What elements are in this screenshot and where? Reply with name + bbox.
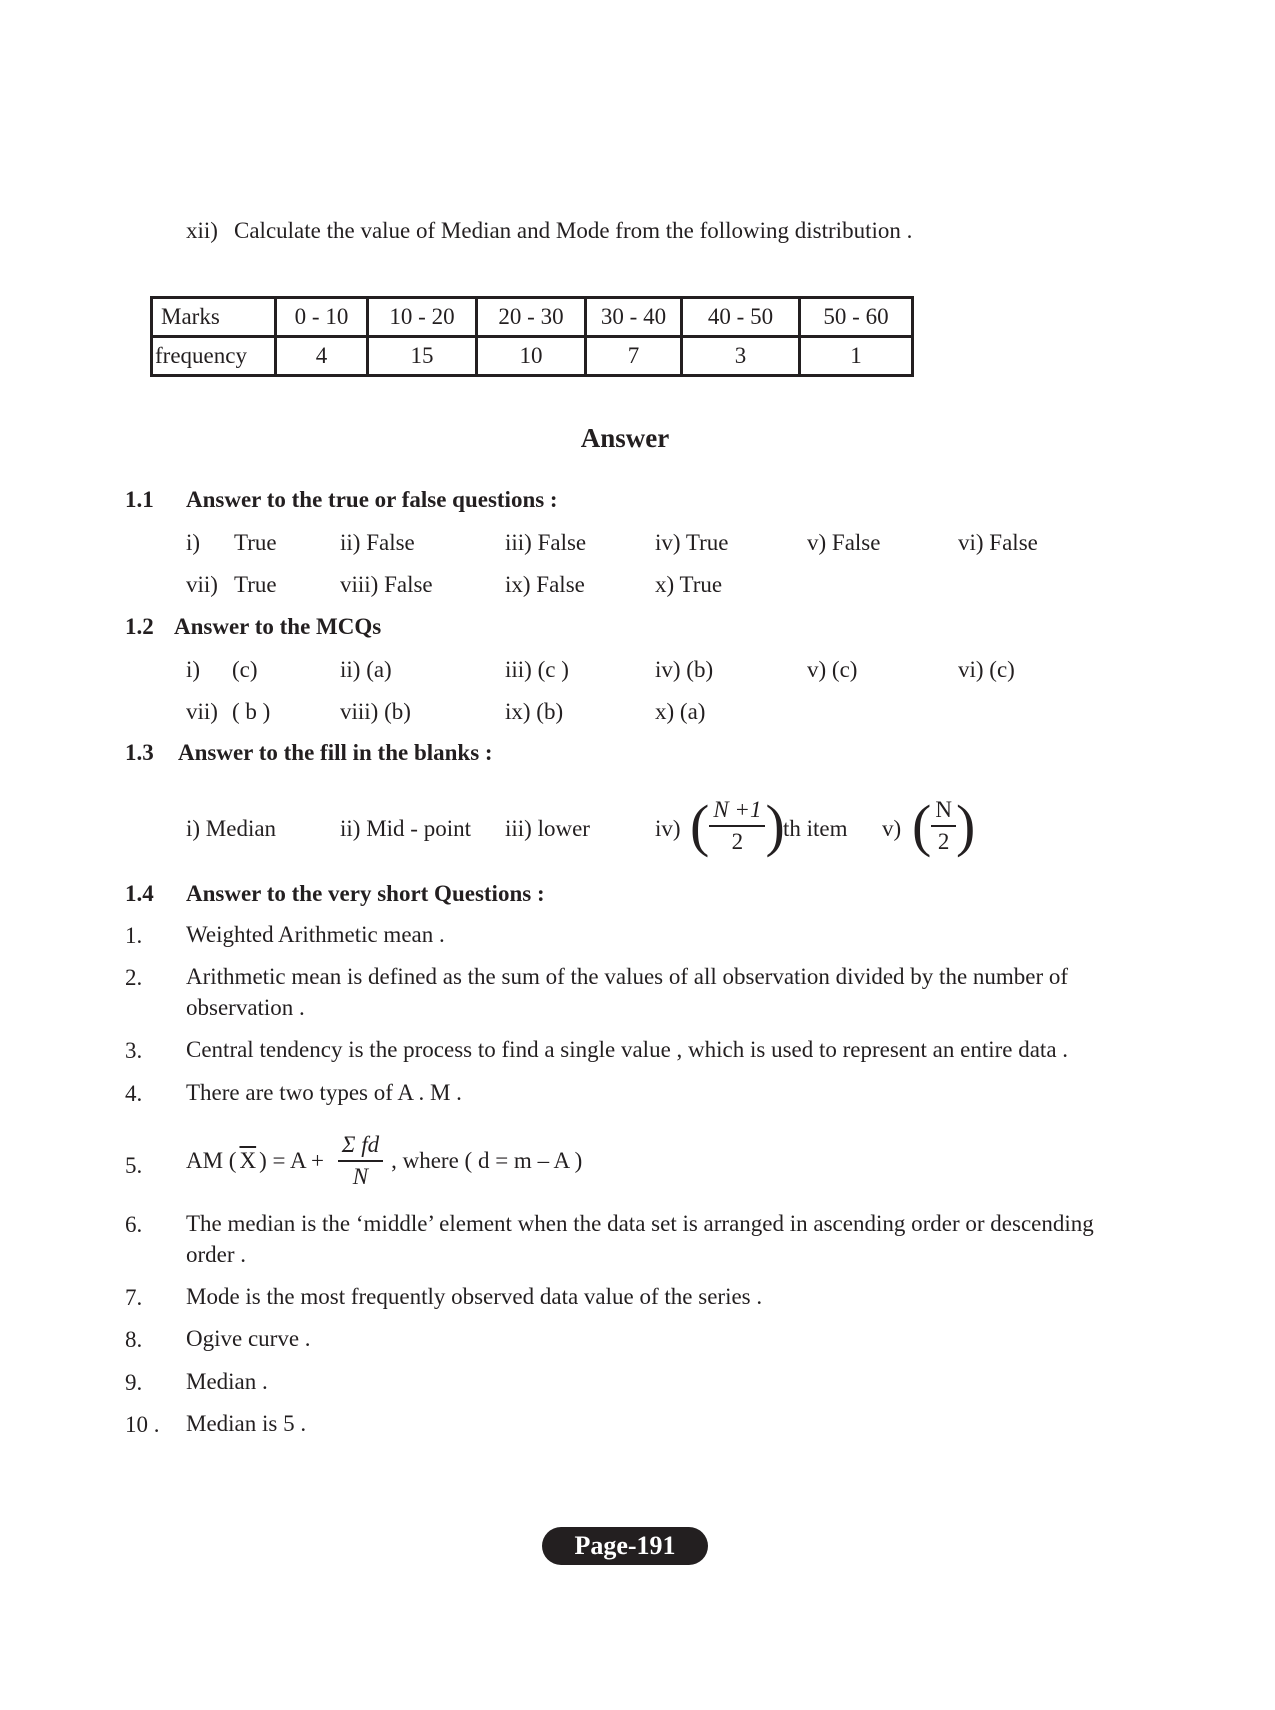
section-1-1-title: Answer to the true or false questions :: [186, 487, 558, 512]
fraction: [931, 795, 956, 857]
table-cell: 7: [586, 337, 682, 376]
formula-mid: ) = A +: [259, 1148, 325, 1173]
blank-answer-iv-label: iv): [655, 816, 681, 841]
table-cell: 10: [477, 337, 586, 376]
list-item: Mode is the most frequently observed data value of the series .: [186, 1284, 763, 1309]
formula-prefix: AM (: [186, 1148, 237, 1173]
blank-answer-i: i) Median: [186, 816, 277, 841]
tf-answer: viii) False: [340, 572, 433, 597]
blank-answer-iii: iii) lower: [505, 816, 590, 841]
blank-answer-v-formula: [912, 795, 975, 857]
tf-answer: True: [234, 572, 277, 597]
table-cell: 40 - 50: [682, 298, 800, 337]
fraction: [709, 795, 765, 857]
question-number: xii): [186, 218, 218, 243]
fraction-denominator: 2: [937, 829, 950, 854]
mcq-answer: ( b ): [232, 699, 271, 724]
section-1-3-title: Answer to the fill in the blanks :: [178, 740, 493, 765]
mcq-answer: x) (a): [655, 699, 706, 724]
table-cell: 50 - 60: [800, 298, 913, 337]
list-item-number: 2.: [125, 965, 143, 990]
fraction-denominator: N: [352, 1164, 369, 1189]
list-item: There are two types of A . M .: [186, 1080, 462, 1105]
fraction-numerator: N: [931, 795, 956, 827]
fraction-denominator: 2: [731, 829, 744, 854]
tf-answer: iv) True: [655, 530, 729, 555]
table-cell: 30 - 40: [586, 298, 682, 337]
page-number-badge: Page-191: [542, 1527, 708, 1565]
tf-answer: x) True: [655, 572, 723, 597]
list-item: The median is the ‘middle’ element when the data set is arranged in ascending order or descending order .: [186, 1211, 1094, 1267]
list-item: Ogive curve .: [186, 1326, 311, 1351]
mcq-answer: vi) (c): [958, 657, 1015, 682]
list-item-number: 3.: [125, 1038, 143, 1063]
list-item-number: 9.: [125, 1370, 143, 1395]
question-text: Calculate the value of Median and Mode from the following distribution .: [234, 218, 913, 243]
tf-answer: True: [234, 530, 277, 555]
table-cell: 4: [276, 337, 368, 376]
mcq-answer: viii) (b): [340, 699, 411, 724]
mcq-answer: ix) (b): [505, 699, 564, 724]
tf-answer: ix) False: [505, 572, 585, 597]
mcq-answer: iv) (b): [655, 657, 714, 682]
mcq-answer: (c): [232, 657, 258, 682]
list-item: Weighted Arithmetic mean .: [186, 922, 445, 947]
mcq-answer: iii) (c ): [505, 657, 569, 682]
tf-answer: v) False: [807, 530, 881, 555]
list-item: Median is 5 .: [186, 1411, 307, 1436]
mcq-answer: v) (c): [807, 657, 858, 682]
left-paren: (: [690, 793, 710, 858]
blank-answer-iv-formula: [690, 795, 785, 857]
section-1-4-title: Answer to the very short Questions :: [186, 881, 545, 906]
section-1-4-number: 1.4: [125, 881, 154, 906]
list-item: Median .: [186, 1369, 268, 1394]
table-cell: 15: [368, 337, 477, 376]
list-item: Central tendency is the process to find a single value , which is used to represent an entire data .: [186, 1037, 1069, 1062]
answer-heading: Answer: [580, 423, 670, 453]
distribution-table: [150, 296, 914, 377]
table-cell: 1: [800, 337, 913, 376]
section-1-2-title: Answer to the MCQs: [174, 614, 382, 639]
blank-answer-ii: ii) Mid - point: [340, 816, 471, 841]
list-item-number: 10 .: [125, 1412, 160, 1437]
fraction-numerator: N +1: [709, 795, 765, 827]
left-paren: (: [912, 793, 932, 858]
right-paren: ): [765, 793, 785, 858]
mcq-answer: i): [186, 657, 201, 682]
list-item: Arithmetic mean is defined as the sum of the values of all observation divided by the number of observation .: [186, 964, 1069, 1020]
fraction-numerator: Σ fd: [338, 1130, 383, 1162]
section-1-2-number: 1.2: [125, 614, 154, 639]
question-xii: [186, 218, 912, 244]
tf-answer: vii): [186, 572, 218, 597]
table-row-frequency: [152, 337, 913, 376]
table-cell: 0 - 10: [276, 298, 368, 337]
list-item-number: 7.: [125, 1285, 143, 1310]
table-cell: 3: [682, 337, 800, 376]
tf-answer: iii) False: [505, 530, 587, 555]
mcq-answer: ii) (a): [340, 657, 392, 682]
table-cell: 10 - 20: [368, 298, 477, 337]
x-bar: $\overline{X}$: [239, 1148, 257, 1173]
formula-suffix: , where ( d = m – A ): [391, 1148, 583, 1173]
table-cell: 20 - 30: [477, 298, 586, 337]
right-paren: ): [955, 793, 976, 858]
table-cell-frequency-label: frequency: [152, 337, 276, 376]
tf-answer: i): [186, 530, 201, 555]
list-item-number: 5.: [125, 1153, 143, 1178]
table-row-marks: [152, 298, 913, 337]
blank-answer-v-label: v): [882, 816, 902, 841]
section-1-1-number: 1.1: [125, 487, 154, 512]
section-1-3-number: 1.3: [125, 740, 154, 765]
list-item-number: 1.: [125, 923, 143, 948]
list-item-number: 6.: [125, 1212, 143, 1237]
table-cell-marks-label: Marks: [152, 298, 276, 337]
list-item-number: 4.: [125, 1081, 143, 1106]
mcq-answer: vii): [186, 699, 218, 724]
list-item-number: 8.: [125, 1327, 143, 1352]
tf-answer: vi) False: [958, 530, 1038, 555]
blank-answer-iv-suffix: th item: [783, 816, 848, 841]
fraction: [338, 1130, 383, 1192]
tf-answer: ii) False: [340, 530, 415, 555]
am-formula: [186, 1130, 582, 1192]
